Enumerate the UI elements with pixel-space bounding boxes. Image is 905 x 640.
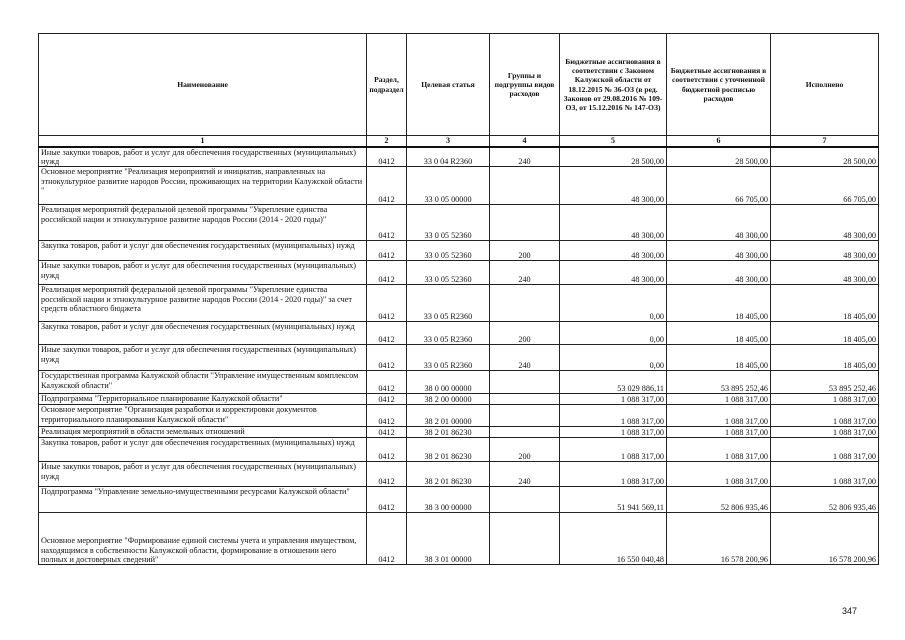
row-law-amount: 0,00: [560, 322, 667, 345]
column-number: 2: [367, 136, 407, 147]
row-name: Реализация мероприятий федеральной целевой программы "Укрепление единства российской нации и этнокультурное развитие народов России (2014 - 2020 годы)": [39, 205, 367, 241]
row-law-amount: 0,00: [560, 285, 667, 322]
row-executed-amount: 1 088 317,00: [771, 405, 879, 427]
row-roster-amount: 1 088 317,00: [667, 462, 771, 487]
row-group: [490, 371, 560, 394]
row-law-amount: 48 300,00: [560, 205, 667, 241]
row-group: 200: [490, 438, 560, 462]
row-law-amount: 53 029 886,11: [560, 371, 667, 394]
row-group: [490, 394, 560, 405]
row-executed-amount: 1 088 317,00: [771, 438, 879, 462]
row-name: Реализация мероприятий в области земельных отношений: [39, 427, 367, 438]
row-roster-amount: 53 895 252,46: [667, 371, 771, 394]
row-roster-amount: 52 806 935,46: [667, 487, 771, 513]
row-group: [490, 427, 560, 438]
row-law-amount: 51 941 569,11: [560, 487, 667, 513]
row-section: 0412: [367, 285, 407, 322]
row-law-amount: 1 088 317,00: [560, 427, 667, 438]
table-row: [39, 462, 879, 487]
table-row: [39, 487, 879, 513]
row-roster-amount: 1 088 317,00: [667, 438, 771, 462]
row-roster-amount: 1 088 317,00: [667, 427, 771, 438]
table-row: [39, 394, 879, 405]
table-row: [39, 167, 879, 205]
row-group: [490, 405, 560, 427]
row-section: 0412: [367, 427, 407, 438]
row-executed-amount: 1 088 317,00: [771, 462, 879, 487]
row-name: Закупка товаров, работ и услуг для обеспечения государственных (муниципальных) нужд: [39, 241, 367, 261]
row-name: Иные закупки товаров, работ и услуг для обеспечения государственных (муниципальных) нужд: [39, 147, 367, 167]
row-roster-amount: 28 500,00: [667, 147, 771, 167]
row-roster-amount: 66 705,00: [667, 167, 771, 205]
row-target: 38 2 00 00000: [407, 394, 490, 405]
row-group: 240: [490, 147, 560, 167]
row-section: 0412: [367, 167, 407, 205]
row-executed-amount: 18 405,00: [771, 345, 879, 371]
table-row: [39, 322, 879, 345]
column-number: 7: [771, 136, 879, 147]
row-roster-amount: 16 578 200,96: [667, 513, 771, 565]
row-target: 38 2 01 86230: [407, 427, 490, 438]
header-name: Наименование: [39, 34, 367, 136]
row-law-amount: 28 500,00: [560, 147, 667, 167]
row-law-amount: 48 300,00: [560, 261, 667, 285]
row-law-amount: 48 300,00: [560, 241, 667, 261]
budget-table: [38, 33, 879, 565]
row-name: Иные закупки товаров, работ и услуг для обеспечения государственных (муниципальных) нужд: [39, 345, 367, 371]
column-number: 1: [39, 136, 367, 147]
row-name: Основное мероприятие "Организация разработки и корректировки документов территориального планирования Калужской области": [39, 405, 367, 427]
row-executed-amount: 1 088 317,00: [771, 427, 879, 438]
row-roster-amount: 48 300,00: [667, 261, 771, 285]
row-section: 0412: [367, 371, 407, 394]
table-row: [39, 345, 879, 371]
row-target: 33 0 05 R2360: [407, 322, 490, 345]
row-executed-amount: 18 405,00: [771, 322, 879, 345]
row-law-amount: 1 088 317,00: [560, 462, 667, 487]
row-group: [490, 167, 560, 205]
column-number: 6: [667, 136, 771, 147]
row-target: 33 0 05 52360: [407, 241, 490, 261]
table-row: [39, 405, 879, 427]
row-name: Подпрограмма "Управление земельно-имущественными ресурсами Калужской области": [39, 487, 367, 513]
row-section: 0412: [367, 394, 407, 405]
row-section: 0412: [367, 147, 407, 167]
row-section: 0412: [367, 487, 407, 513]
row-section: 0412: [367, 438, 407, 462]
row-name: Государственная программа Калужской области "Управление имущественным комплексом Калужской области": [39, 371, 367, 394]
row-target: 38 3 00 00000: [407, 487, 490, 513]
header-target: Целевая статья: [407, 34, 490, 136]
row-target: 33 0 05 00000: [407, 167, 490, 205]
row-executed-amount: 28 500,00: [771, 147, 879, 167]
row-name: Основное мероприятие "Формирование единой системы учета и управления имуществом, находящимся в собственности Калужской области, формирование в отношении него полных и достоверных сведений": [39, 513, 367, 565]
row-name: Закупка товаров, работ и услуг для обеспечения государственных (муниципальных) нужд: [39, 322, 367, 345]
row-name: Подпрограмма "Территориальное планирование Калужской области": [39, 394, 367, 405]
row-executed-amount: 53 895 252,46: [771, 371, 879, 394]
row-executed-amount: 16 578 200,96: [771, 513, 879, 565]
row-group: 240: [490, 462, 560, 487]
header-section: Раздел, подраздел: [367, 34, 407, 136]
row-law-amount: 48 300,00: [560, 167, 667, 205]
row-target: 38 2 01 00000: [407, 405, 490, 427]
column-number: 5: [560, 136, 667, 147]
table-row: [39, 261, 879, 285]
table-row: [39, 513, 879, 565]
row-target: 33 0 05 R2360: [407, 345, 490, 371]
row-group: [490, 513, 560, 565]
header-roster-allocations: Бюджетные ассигнования в соответствии с уточненной бюджетной росписью расходов: [667, 34, 771, 136]
row-section: 0412: [367, 241, 407, 261]
row-group: 200: [490, 241, 560, 261]
column-number-row: [39, 136, 879, 147]
row-section: 0412: [367, 513, 407, 565]
row-section: 0412: [367, 322, 407, 345]
row-executed-amount: 1 088 317,00: [771, 394, 879, 405]
row-roster-amount: 18 405,00: [667, 322, 771, 345]
row-name: Реализация мероприятий федеральной целевой программы "Укрепление единства российской нации и этнокультурное развитие народов России (2014 - 2020 годы)" за счет средств областного бюджета: [39, 285, 367, 322]
row-target: 38 3 01 00000: [407, 513, 490, 565]
row-section: 0412: [367, 205, 407, 241]
row-name: Закупка товаров, работ и услуг для обеспечения государственных (муниципальных) нужд: [39, 438, 367, 462]
header-law-allocations: Бюджетные ассигнования в соответствии с Законом Калужской области от 18.12.2015 № 36-ОЗ (в ред. Законов от 29.08.2016 № 109-ОЗ, от 15.12.2016 № 147-ОЗ): [560, 34, 667, 136]
header-executed: Исполнено: [771, 34, 879, 136]
table-row: [39, 241, 879, 261]
row-group: 240: [490, 345, 560, 371]
table-row: [39, 205, 879, 241]
row-name: Основное мероприятие "Реализация мероприятий и инициатив, направленных на этнокультурное развитие народов России, проживающих на территории Калужской области ": [39, 167, 367, 205]
row-name: Иные закупки товаров, работ и услуг для обеспечения государственных (муниципальных) нужд: [39, 261, 367, 285]
row-group: [490, 205, 560, 241]
row-executed-amount: 48 300,00: [771, 205, 879, 241]
row-target: 33 0 05 R2360: [407, 285, 490, 322]
row-roster-amount: 18 405,00: [667, 285, 771, 322]
row-target: 38 2 01 86230: [407, 462, 490, 487]
page-number: 347: [842, 606, 858, 616]
row-target: 33 0 05 52360: [407, 205, 490, 241]
row-target: 38 0 00 00000: [407, 371, 490, 394]
row-target: 33 0 04 R2360: [407, 147, 490, 167]
row-executed-amount: 66 705,00: [771, 167, 879, 205]
row-group: [490, 285, 560, 322]
row-name: Иные закупки товаров, работ и услуг для обеспечения государственных (муниципальных) нужд: [39, 462, 367, 487]
row-target: 33 0 05 52360: [407, 261, 490, 285]
row-executed-amount: 18 405,00: [771, 285, 879, 322]
row-roster-amount: 18 405,00: [667, 345, 771, 371]
row-law-amount: 1 088 317,00: [560, 405, 667, 427]
row-roster-amount: 48 300,00: [667, 241, 771, 261]
row-roster-amount: 1 088 317,00: [667, 394, 771, 405]
row-roster-amount: 48 300,00: [667, 205, 771, 241]
table-row: [39, 371, 879, 394]
column-number: 4: [490, 136, 560, 147]
row-roster-amount: 1 088 317,00: [667, 405, 771, 427]
table-row: [39, 438, 879, 462]
header-group: Группы и подгруппы видов расходов: [490, 34, 560, 136]
row-group: [490, 487, 560, 513]
row-section: 0412: [367, 462, 407, 487]
header-row: [39, 34, 879, 136]
table-row: [39, 147, 879, 167]
column-number: 3: [407, 136, 490, 147]
row-group: 200: [490, 322, 560, 345]
row-group: 240: [490, 261, 560, 285]
table-row: [39, 427, 879, 438]
row-law-amount: 1 088 317,00: [560, 438, 667, 462]
row-executed-amount: 48 300,00: [771, 261, 879, 285]
row-section: 0412: [367, 405, 407, 427]
table-row: [39, 285, 879, 322]
row-law-amount: 1 088 317,00: [560, 394, 667, 405]
row-executed-amount: 52 806 935,46: [771, 487, 879, 513]
row-target: 38 2 01 86230: [407, 438, 490, 462]
row-section: 0412: [367, 261, 407, 285]
row-section: 0412: [367, 345, 407, 371]
row-executed-amount: 48 300,00: [771, 241, 879, 261]
row-law-amount: 16 550 040,48: [560, 513, 667, 565]
row-law-amount: 0,00: [560, 345, 667, 371]
